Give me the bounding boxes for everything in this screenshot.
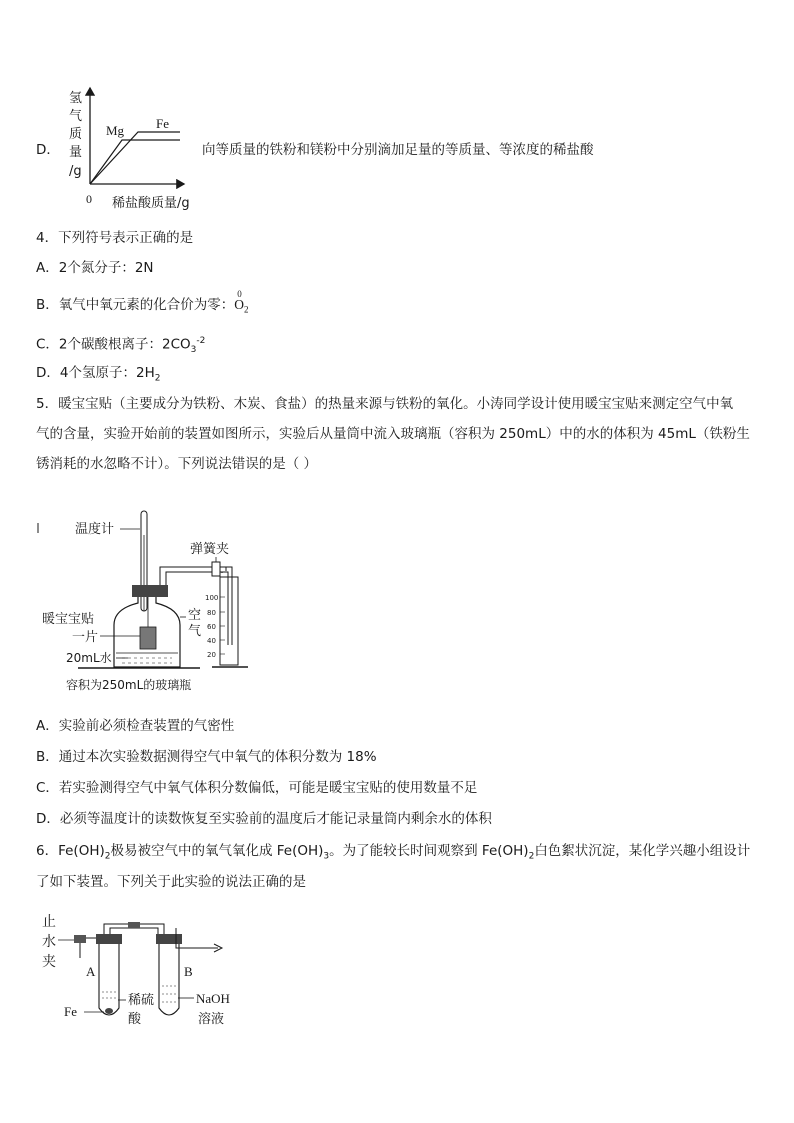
fe-label: Fe	[64, 1004, 77, 1019]
option-d-label: D．	[36, 142, 60, 158]
iron	[105, 1008, 113, 1014]
tick-80: 80	[207, 609, 216, 617]
stopper-a	[96, 934, 122, 944]
clip-label-1: 水	[42, 934, 56, 950]
x-axis-label: 稀盐酸质量/g	[112, 196, 190, 211]
graduated-cylinder	[220, 577, 238, 665]
tube-a-label: A	[86, 964, 96, 979]
stem-line-1: 5．暖宝宝贴（主要成分为铁粉、木炭、食盐）的热量来源与铁粉的氧化。小涛同学设计使用暖宝宝贴来测定空气中氧	[36, 396, 734, 412]
naoh-label-1: NaOH	[196, 991, 230, 1006]
mg-line	[90, 140, 180, 184]
air-label-0: 空	[188, 608, 202, 623]
clip-label-0: 止	[42, 914, 56, 930]
warmer-label-1: 暖宝宝贴	[42, 612, 95, 627]
option-d-text: 向等质量的铁粉和镁粉中分别滴加足量的等质量、等浓度的稀盐酸	[202, 142, 594, 158]
thermometer-label: 温度计	[75, 522, 115, 537]
tube-a	[99, 944, 119, 1015]
option-b	[36, 289, 249, 320]
tick-60: 60	[207, 623, 216, 631]
bottle-label: 容积为250mL的玻璃瓶	[66, 678, 192, 692]
option-b-text: B．氧气中氧元素的化合价为零：	[36, 297, 235, 313]
option-d: D．必须等温度计的读数恢复至实验前的温度后才能记录量筒内剩余水的体积	[36, 811, 492, 827]
acid-label-2: 酸	[128, 1012, 142, 1027]
clip-label-2: 夹	[42, 954, 56, 970]
acid-label-1: 稀硫	[128, 993, 155, 1008]
option-a: A．2个氮分子：2N	[36, 260, 154, 276]
tick-40: 40	[207, 637, 216, 645]
stopper-b	[156, 934, 182, 944]
valence-zero: 0	[237, 289, 242, 299]
cylinder-ticks	[205, 594, 218, 659]
water-label: 20mL水	[66, 651, 112, 665]
y-axis-label-1: 气	[69, 109, 83, 124]
naoh-label-2: 溶液	[198, 1012, 225, 1027]
y-axis-label-4: /g	[69, 164, 82, 179]
origin-label: 0	[86, 192, 92, 206]
air-label-1: 气	[188, 624, 202, 639]
feoh2-apparatus	[36, 908, 266, 1036]
fe-label: Fe	[156, 116, 169, 131]
tick-100: 100	[205, 594, 219, 602]
stem-line-2: 了如下装置。下列关于此实验的说法正确的是	[36, 874, 306, 890]
tube-b-label: B	[184, 964, 193, 979]
oxygen-formula: 0 $O_2$	[234, 295, 248, 320]
warmer-label-2: 一片	[72, 630, 99, 645]
option-b: B．通过本次实验数据测得空气中氧气的体积分数为 18%	[36, 749, 377, 765]
hand-warmer	[140, 627, 156, 649]
stem-line-1: 6．$Fe(OH)_2$极易被空气中的氧气氧化成 $Fe(OH)_3$。为了能较长时间观察到 $Fe(OH)_2$白色絮状沉淀，某化学兴趣小组设计	[36, 843, 751, 862]
mg-label: Mg	[106, 123, 125, 138]
oxygen-measure-apparatus	[36, 505, 286, 700]
y-axis-label-2: 质	[69, 127, 83, 142]
clamp-label: 弹簧夹	[190, 542, 230, 557]
y-axis-label-0: 氢	[69, 91, 83, 106]
question-stem: 4．下列符号表示正确的是	[36, 230, 194, 246]
y-axis-label-3: 量	[69, 145, 83, 160]
option-c: C．若实验测得空气中氧气体积分数偏低，可能是暖宝宝贴的使用数量不足	[36, 780, 478, 796]
spring-clamp	[212, 562, 220, 576]
option-c: C．2个碳酸根离子：$2CO_3^{-2}$	[36, 336, 206, 356]
stem-line-3: 锈消耗的水忽略不计）。下列说法错误的是（ ）	[36, 456, 318, 472]
stem-line-2: 气的含量，实验开始前的装置如图所示，实验后从量筒中流入玻璃瓶（容积为 250mL）中的水的体积为 45mL（铁粉生	[36, 426, 750, 442]
water-clip	[74, 935, 86, 943]
option-a: A．实验前必须检查装置的气密性	[36, 718, 235, 734]
tick-20: 20	[207, 651, 216, 659]
hydrogen-mass-graph	[62, 82, 202, 214]
option-d: D．4个氢原子：$2H_2$	[36, 365, 161, 384]
stopper	[132, 585, 168, 597]
tube-b	[159, 944, 179, 1015]
